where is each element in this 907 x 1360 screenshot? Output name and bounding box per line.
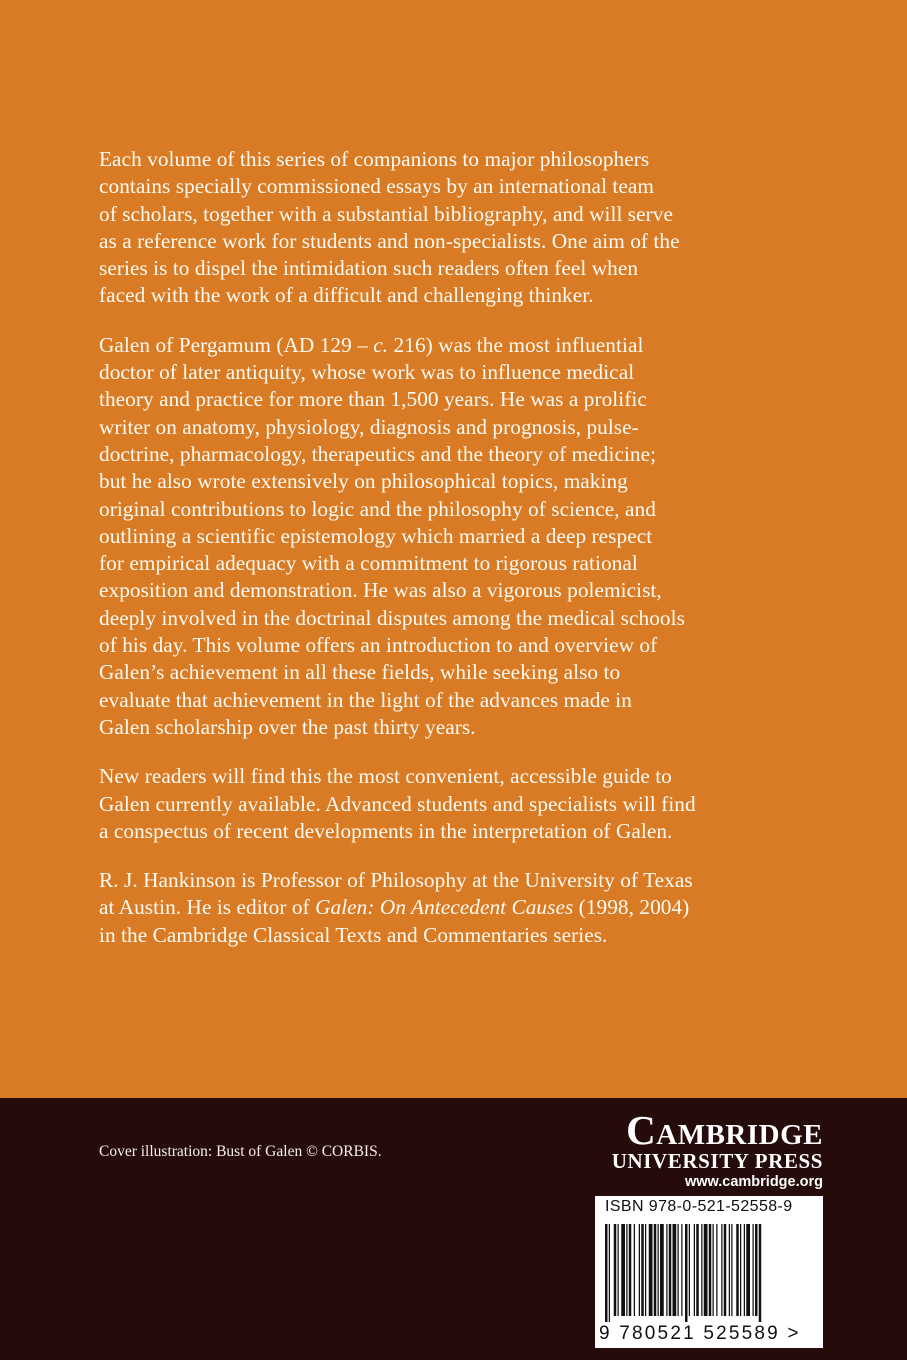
publisher-subtitle: UNIVERSITY PRESS xyxy=(611,1149,823,1173)
blurb-line: R. J. Hankinson is Professor of Philosophy at the University of Texas xyxy=(99,868,693,893)
publisher-url: www.cambridge.org xyxy=(684,1174,823,1190)
barcode-bar xyxy=(724,1224,727,1316)
blurb-line: deeply involved in the doctrinal disputes among the medical schools xyxy=(99,605,685,630)
blurb-paragraph-series xyxy=(99,146,839,310)
blurb-line: but he also wrote extensively on philosophical topics, making xyxy=(99,469,628,494)
barcode-bar xyxy=(746,1224,750,1316)
barcode-bar xyxy=(673,1224,677,1316)
barcode-bar xyxy=(709,1224,712,1316)
barcode-bar xyxy=(704,1224,708,1316)
barcode-bar xyxy=(654,1224,657,1316)
blurb-line: faced with the work of a difficult and challenging thinker. xyxy=(99,283,594,308)
barcode-bar xyxy=(634,1224,635,1316)
barcode-bar xyxy=(649,1224,653,1316)
barcode-bar xyxy=(685,1224,688,1322)
barcode-bar xyxy=(641,1224,644,1316)
barcode-bar xyxy=(701,1224,702,1316)
blurb-paragraph-readers xyxy=(99,763,839,845)
barcode-bar xyxy=(660,1224,664,1316)
blurb-line: Galen currently available. Advanced students and specialists will find xyxy=(99,791,696,816)
barcode-bar xyxy=(689,1224,690,1316)
blurb-line: for empirical adequacy with a commitment to rigorous rational xyxy=(99,551,638,576)
barcode-bar xyxy=(629,1224,632,1316)
blurb-line: original contributions to logic and the philosophy of science, and xyxy=(99,496,656,521)
barcode-bar xyxy=(658,1224,659,1316)
cover-illustration-credit: Cover illustration: Bust of Galen © CORBIS. xyxy=(99,1143,382,1160)
barcode-bar xyxy=(696,1224,699,1316)
barcode-bar xyxy=(669,1224,672,1316)
blurb-line: contains specially commissioned essays by an international team xyxy=(99,174,654,199)
blurb-line: of his day. This volume offers an introduction to and overview of xyxy=(99,633,658,658)
blurb-line: doctor of later antiquity, whose work was to influence medical xyxy=(99,360,635,385)
blurb-line: theory and practice for more than 1,500 years. He was a prolific xyxy=(99,387,647,412)
blurb-line: series is to dispel the intimidation such readers often feel when xyxy=(99,256,639,281)
barcode-bar xyxy=(621,1224,625,1316)
blurb-line: outlining a scientific epistemology which married a deep respect xyxy=(99,523,653,548)
barcode-bar xyxy=(609,1224,610,1322)
publisher-name: Cambridge xyxy=(626,1107,823,1153)
blurb-line: evaluate that achievement in the light of the advances made in xyxy=(99,687,632,712)
blurb-line: writer on anatomy, physiology, diagnosis and prognosis, pulse- xyxy=(99,414,639,439)
barcode-bar xyxy=(729,1224,730,1316)
barcode-bar xyxy=(639,1224,640,1316)
blurb-line: Galen of Pergamum (AD 129 – c. 216) was the most influential xyxy=(99,332,644,357)
blurb-line: New readers will find this the most convenient, accessible guide to xyxy=(99,764,672,789)
barcode-bar xyxy=(618,1224,619,1316)
barcode-bar xyxy=(614,1224,617,1316)
barcode-bar xyxy=(740,1224,741,1316)
barcode-bar xyxy=(678,1224,679,1316)
barcode-bar xyxy=(759,1224,762,1322)
blurb-paragraph-author xyxy=(99,867,839,949)
publisher-logo xyxy=(611,1107,823,1192)
barcode-bar xyxy=(681,1224,682,1316)
isbn-barcode-panel xyxy=(595,1196,823,1348)
barcode-bar xyxy=(645,1224,646,1316)
barcode-bar xyxy=(694,1224,695,1316)
barcode-bar xyxy=(755,1224,758,1316)
blurb-line: a conspectus of recent developments in the interpretation of Galen. xyxy=(99,818,673,843)
ean-digits: 9 780521 525589 > xyxy=(599,1323,801,1344)
barcode-bar xyxy=(744,1224,745,1316)
blurb-line: at Austin. He is editor of Galen: On Antecedent Causes (1998, 2004) xyxy=(99,895,690,920)
barcode-icon xyxy=(595,1220,823,1330)
blurb-line: as a reference work for students and non-specialists. One aim of the xyxy=(99,228,680,253)
cover-blurb xyxy=(99,146,839,971)
barcode-bar xyxy=(713,1224,714,1316)
barcode-bar xyxy=(753,1224,754,1316)
back-cover-footer xyxy=(0,1098,907,1360)
blurb-line: Each volume of this series of companions to major philosophers xyxy=(99,147,650,171)
blurb-paragraph-galen xyxy=(99,332,839,741)
isbn-label: ISBN 978-0-521-52558-9 xyxy=(605,1198,793,1215)
blurb-line: of scholars, together with a substantial bibliography, and will serve xyxy=(99,201,673,226)
blurb-line: Galen scholarship over the past thirty years. xyxy=(99,714,476,739)
barcode-bar xyxy=(605,1224,608,1322)
barcode-bar xyxy=(626,1224,627,1316)
blurb-line: Galen’s achievement in all these fields, while seeking also to xyxy=(99,660,621,685)
barcode-bar xyxy=(736,1224,739,1316)
barcode-bar xyxy=(716,1224,717,1316)
barcode-bar xyxy=(666,1224,667,1316)
blurb-line: exposition and demonstration. He was also a vigorous polemicist, xyxy=(99,578,662,603)
blurb-line: in the Cambridge Classical Texts and Commentaries series. xyxy=(99,922,608,947)
barcode-bar xyxy=(721,1224,722,1316)
barcode-bar xyxy=(731,1224,732,1316)
blurb-line: doctrine, pharmacology, therapeutics and the theory of medicine; xyxy=(99,441,657,466)
